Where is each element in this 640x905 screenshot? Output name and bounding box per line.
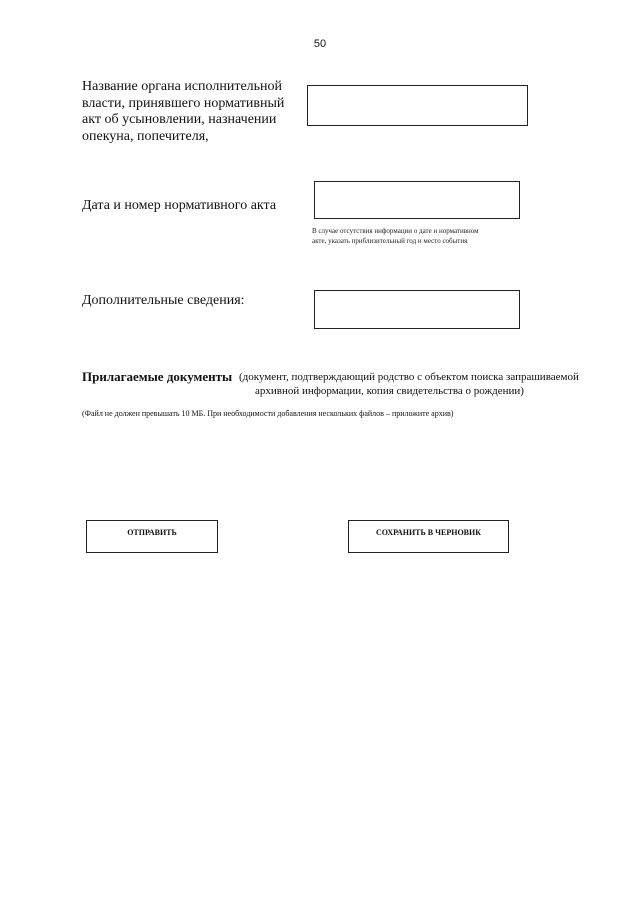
attachments-description-line: архивной информации, копия свидетельства о рождении)	[255, 385, 524, 397]
label-line: Название органа исполнительной	[82, 79, 283, 94]
page-number: 50	[313, 38, 327, 50]
hint-line: В случае отсутствия информации о дате и нормативном	[312, 227, 479, 235]
attachments-title: Прилагаемые документы	[82, 369, 233, 384]
authority-name-field[interactable]	[307, 85, 528, 126]
submit-button-label: ОТПРАВИТЬ	[127, 528, 177, 537]
save-draft-button[interactable]	[348, 520, 509, 553]
label-line: опекуна, попечителя,	[82, 128, 209, 144]
authority-name-label	[82, 79, 292, 145]
act-date-number-label	[82, 198, 302, 215]
additional-info-field[interactable]	[314, 290, 520, 329]
submit-button[interactable]	[86, 520, 218, 553]
label-line: акт об усыновлении, назначении	[82, 112, 277, 127]
additional-info-label	[82, 293, 302, 310]
label-line: Дата и номер нормативного акта	[82, 198, 277, 213]
label-line: Дополнительные сведения:	[82, 293, 245, 308]
attachments-description	[239, 370, 579, 398]
label-line: власти, принявшего нормативный	[82, 95, 285, 111]
file-size-note: (Файл не должен превышать 10 МБ. При необходимости добавления нескольких файлов – приложите архив)	[82, 409, 454, 418]
act-date-number-field[interactable]	[314, 181, 520, 219]
act-date-hint	[312, 227, 552, 246]
attachments-description-line: (документ, подтверждающий родство с объектом поиска запрашиваемой	[239, 371, 579, 383]
hint-line: акте, указать приблизительный год и место события	[312, 236, 468, 245]
save-draft-button-label: СОХРАНИТЬ В ЧЕРНОВИК	[375, 528, 482, 537]
